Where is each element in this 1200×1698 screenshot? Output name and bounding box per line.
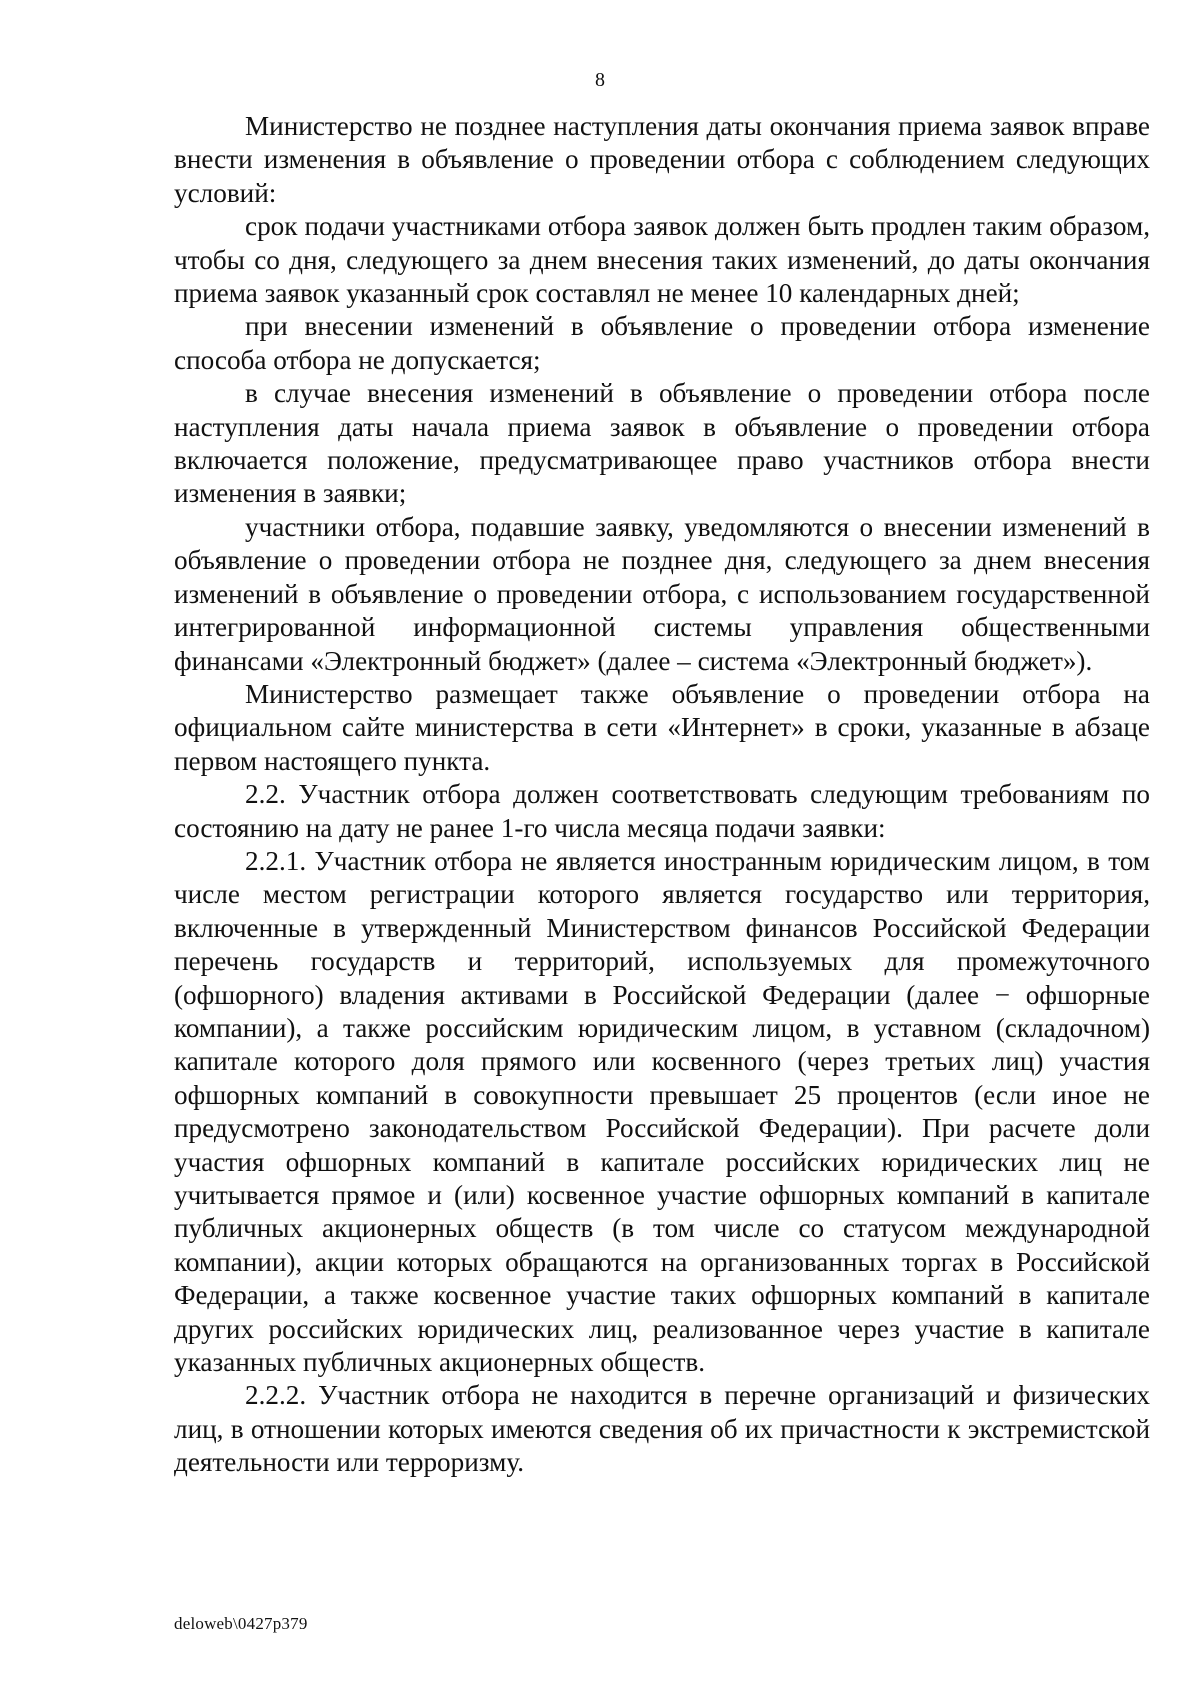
page-number: 8 [595, 69, 605, 91]
paragraph: 2.2.1. Участник отбора не является иностранным юридическим лицом, в том числе местом регистрации которого является государство или территория, включенные в утвержденный Министерством финансов Российской Федерации перечень государств и территорий, используемых для промежуточного (офшорного) владения активами в Российской Федерации (далее − офшорные компании), а также российским юридическим лицом, в уставном (складочном) капитале которого доля прямого или косвенного (через третьих лиц) участия офшорных компаний в совокупности превышает 25 процентов (если иное не предусмотрено законодательством Российской Федерации). При расчете доли участия офшорных компаний в капитале российских юридических лиц не учитывается прямое и (или) косвенное участие офшорных компаний в капитале публичных акционерных обществ (в том числе со статусом международной компании), акции которых обращаются на организованных торгах в Российской Федерации, а также косвенное участие таких офшорных компаний в капитале других российских юридических лиц, реализованное через участие в капитале указанных публичных акционерных обществ. [174, 845, 1150, 1378]
document-reference-code: deloweb\0427p379 [174, 1614, 308, 1633]
document-body [174, 110, 1150, 1480]
paragraph: Министерство не позднее наступления даты окончания приема заявок вправе внести изменения в объявление о проведении отбора с соблюдением следующих условий: [174, 111, 1150, 208]
paragraph: 2.2.2. Участник отбора не находится в перечне организаций и физических лиц, в отношении которых имеются сведения об их причастности к экстремистской деятельности или терроризму. [174, 1380, 1150, 1478]
paragraph: Министерство размещает также объявление о проведении отбора на официальном сайте министерства в сети «Интернет» в сроки, указанные в абзаце первом настоящего пункта. [174, 678, 1150, 776]
paragraph: 2.2. Участник отбора должен соответствовать следующим требованиям по состоянию на дату не ранее 1-го числа месяца подачи заявки: [174, 779, 1150, 843]
paragraph: срок подачи участниками отбора заявок должен быть продлен таким образом, чтобы со дня, следующего за днем внесения таких изменений, до даты окончания приема заявок указанный срок составлял не менее 10 календарных дней; [174, 211, 1150, 309]
paragraph: при внесении изменений в объявление о проведении отбора изменение способа отбора не допускается; [174, 311, 1150, 375]
paragraph: участники отбора, подавшие заявку, уведомляются о внесении изменений в объявление о проведении отбора не позднее дня, следующего за днем внесения изменений в объявление о проведении отбора, с использованием государственной интегрированной информационной системы управления общественными финансами «Электронный бюджет» (далее – система «Электронный бюджет»). [174, 511, 1150, 676]
paragraph: в случае внесения изменений в объявление о проведении отбора после наступления даты начала приема заявок в объявление о проведении отбора включается положение, предусматривающее право участников отбора внести изменения в заявки; [174, 378, 1150, 509]
